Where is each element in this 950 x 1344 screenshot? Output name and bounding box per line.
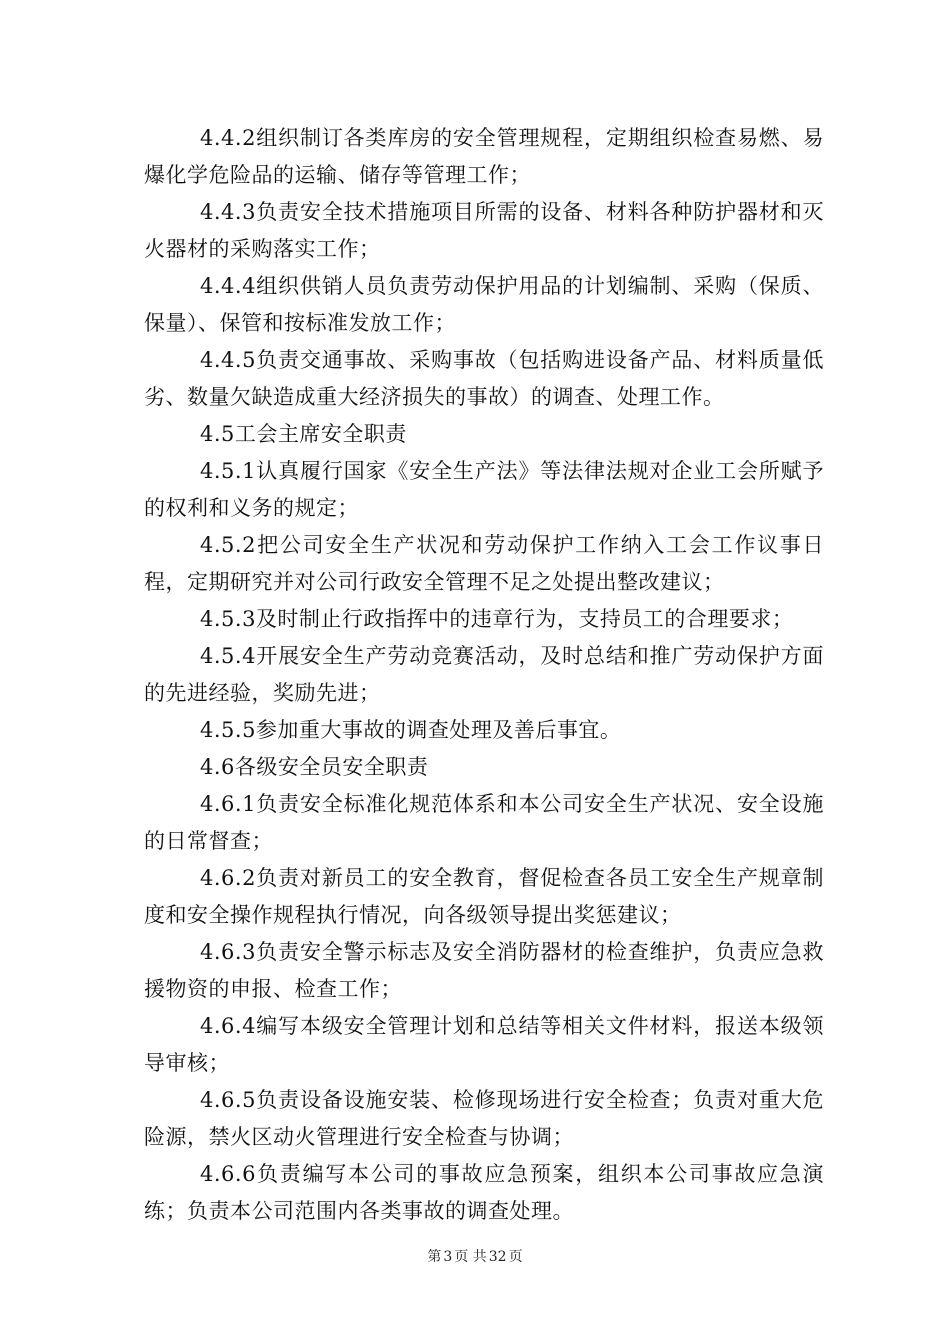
footer-middle: 页 共 — [454, 1249, 487, 1265]
paragraph-4-5-1: 4.5.1认真履行国家《安全生产法》等法律法规对企业工会所赋予的权利和义务的规定； — [144, 459, 824, 520]
paragraph-4-4-2: 4.4.2组织制订各类库房的安全管理规程，定期组织检查易燃、易爆化学危险品的运输、储存等管理工作； — [144, 126, 824, 187]
footer-suffix: 页 — [508, 1249, 523, 1265]
paragraph-4-6-6: 4.6.6负责编写本公司的事故应急预案，组织本公司事故应急演练；负责本公司范围内各类事故的调查处理。 — [144, 1162, 824, 1223]
footer-prefix: 第 — [427, 1249, 442, 1265]
paragraph-4-6-2: 4.6.2负责对新员工的安全教育，督促检查各员工安全生产规章制度和安全操作规程执行情况，向各级领导提出奖惩建议； — [144, 866, 824, 927]
paragraph-4-6-4: 4.6.4编写本级安全管理计划和总结等相关文件材料，报送本级领导审核； — [144, 1014, 824, 1075]
total-page-count: 32 — [488, 1249, 507, 1265]
paragraph-4-6-5: 4.6.5负责设备设施安装、检修现场进行安全检查；负责对重大危险源，禁火区动火管理进行安全检查与协调； — [144, 1088, 824, 1149]
paragraph-4-5-4: 4.5.4开展安全生产劳动竞赛活动，及时总结和推广劳动保护方面的先进经验，奖励先进； — [144, 644, 824, 705]
paragraph-4-4-5: 4.4.5负责交通事故、采购事故（包括购进设备产品、材料质量低劣、数量欠缺造成重大经济损失的事故）的调查、处理工作。 — [144, 348, 824, 409]
page-footer — [0, 1246, 950, 1266]
paragraph-4-5-2: 4.5.2把公司安全生产状况和劳动保护工作纳入工会工作议事日程，定期研究并对公司行政安全管理不足之处提出整改建议； — [144, 533, 824, 594]
paragraph-4-4-4: 4.4.4组织供销人员负责劳动保护用品的计划编制、采购（保质、保量）、保管和按标准发放工作； — [144, 274, 824, 335]
paragraph-4-4-3: 4.4.3负责安全技术措施项目所需的设备、材料各种防护器材和灭火器材的采购落实工作； — [144, 200, 824, 261]
current-page-number: 3 — [443, 1249, 453, 1265]
document-body — [144, 120, 824, 1230]
section-heading-4-5: 4.5工会主席安全职责 — [200, 422, 407, 446]
paragraph-4-6-1: 4.6.1负责安全标准化规范体系和本公司安全生产状况、安全设施的日常督查； — [144, 792, 824, 853]
paragraph-4-6-3: 4.6.3负责安全警示标志及安全消防器材的检查维护，负责应急救援物资的申报、检查工作； — [144, 940, 824, 1001]
paragraph-4-5-3: 4.5.3及时制止行政指挥中的违章行为，支持员工的合理要求； — [200, 607, 794, 631]
section-heading-4-6: 4.6各级安全员安全职责 — [200, 755, 429, 779]
paragraph-4-5-5: 4.5.5参加重大事故的调查处理及善后事宜。 — [200, 718, 622, 742]
